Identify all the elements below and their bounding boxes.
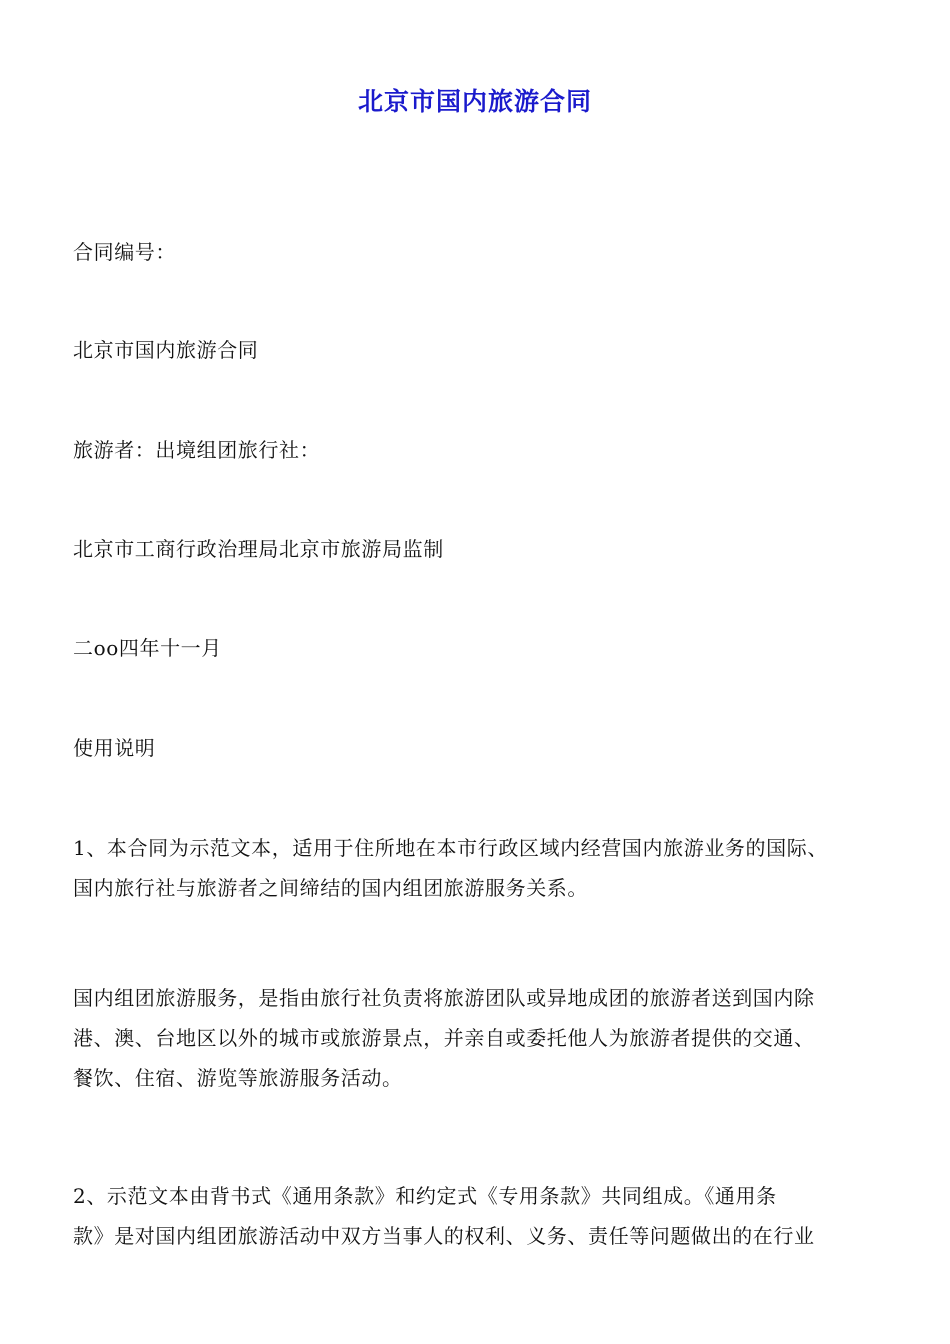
date-line: [73, 628, 903, 668]
text-line: 港、澳、台地区以外的城市或旅游景点，并亲自或委托他人为旅游者提供的交通、: [73, 1026, 815, 1050]
document-title: 北京市国内旅游合同: [357, 87, 592, 116]
text-line: 北京市工商行政治理局北京市旅游局监制: [73, 537, 444, 561]
text-line: 餐饮、住宿、游览等旅游服务活动。: [73, 1066, 403, 1090]
contract-number-label: [73, 232, 903, 272]
contract-name: [73, 330, 903, 370]
text-line: 二oo四年十一月: [73, 636, 222, 660]
text-line: 使用说明: [73, 736, 156, 760]
text-line: 合同编号：: [73, 240, 176, 264]
parties-line: [73, 430, 903, 470]
supervisor-line: [73, 529, 903, 569]
text-line: 国内组团旅游服务，是指由旅行社负责将旅游团队或异地成团的旅游者送到国内除: [73, 986, 815, 1010]
text-line: 旅游者：出境组团旅行社：: [73, 438, 321, 462]
usage-item-1: [73, 828, 903, 908]
text-line: 2、示范文本由背书式《通用条款》和约定式《专用条款》共同组成。《通用条: [73, 1184, 777, 1208]
usage-item-2: [73, 1176, 903, 1256]
text-line: 国内旅行社与旅游者之间缔结的国内组团旅游服务关系。: [73, 876, 588, 900]
text-line: 北京市国内旅游合同: [73, 338, 259, 362]
section-heading-usage: [73, 728, 903, 768]
usage-definition: [73, 978, 903, 1098]
text-line: 1、本合同为示范文本，适用于住所地在本市行政区域内经营国内旅游业务的国际、: [73, 836, 828, 860]
text-line: 款》是对国内组团旅游活动中双方当事人的权利、义务、责任等问题做出的在行业: [73, 1224, 815, 1248]
